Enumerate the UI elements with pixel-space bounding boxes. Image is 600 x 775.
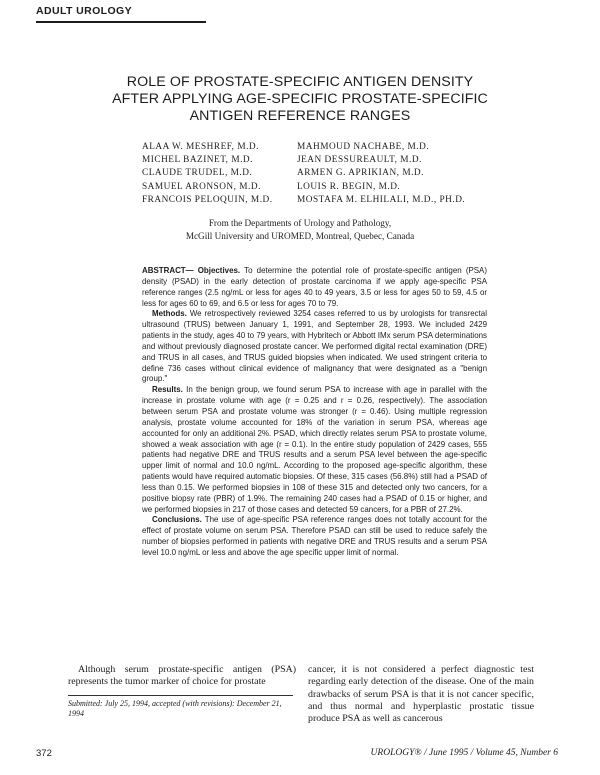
abstract-methods: [142, 309, 487, 385]
abstract-conclusions: [142, 515, 487, 558]
author: LOUIS R. BEGIN, M.D.: [297, 181, 401, 192]
body-column-right: [308, 664, 534, 725]
affiliation-line: McGill University and UROMED, Montreal, Quebec, Canada: [185, 230, 415, 241]
body-paragraph: Although serum prostate-specific antigen (PSA) represents the tumor marker of choice for prostate: [68, 664, 296, 688]
author: JEAN DESSUREAULT, M.D.: [297, 155, 422, 166]
title-line: AFTER APPLYING AGE-SPECIFIC PROSTATE-SPECIFIC: [112, 91, 488, 107]
title-line: ROLE OF PROSTATE-SPECIFIC ANTIGEN DENSITY: [126, 74, 474, 90]
abstract: [142, 266, 487, 559]
author: MAHMOUD NACHABE, M.D.: [297, 142, 430, 152]
body-column-left: [68, 664, 296, 689]
author: ALAA W. MESHREF, M.D.: [142, 142, 259, 152]
affiliation: [60, 217, 540, 242]
abstract-heading: ABSTRACT— Objectives.: [142, 266, 241, 275]
author: MICHEL BAZINET, M.D.: [142, 155, 253, 166]
author: ARMEN G. APRIKIAN, M.D.: [297, 168, 424, 179]
footnote-rule: [68, 695, 293, 696]
abstract-results-text: In the benign group, we found serum PSA to increase with age in parallel with the increase in prostate volume with age (r = 0.25 and r = 0.26, respectively). The association between serum PSA and prostate volume was stronger (r = 0.46). Using multiple regression analysis, prostate volume accounted for 18% of the variation in serum PSA, whereas age accounted for only an additional 2%. PSAD, which directly relates serum PSA to prostate volume, showed a weak association with age (r = 0.1). In the entire study population of 2429 cases, 555 patients had negative DRE and TRUS results and a serum PSA level between the age-specific upper limit of normal and 10.0 ng/mL. According to the proposed age-specific algorithm, these patients would have required automatic biopsies. Of these, 315 cases (56.8%) still had a PSAD of less than 0.15. We performed biopsies in 108 of these 315 and detected only two cancers, for a positive biopsy rate (PBR) of 1.9%. The remaining 240 cases had a PSAD of 0.15 or higher, and we performed biopsies in 217 of those cases and detected 59 cancers, for a PBR of 27.2%.: [142, 385, 487, 514]
authors-left: [142, 141, 307, 207]
section-label: ADULT UROLOGY: [36, 5, 132, 17]
header-rule: [36, 21, 206, 23]
conclusions-label: Conclusions.: [152, 515, 202, 525]
abstract-results: [142, 385, 487, 515]
abstract-objectives: [142, 266, 487, 309]
author: MOSTAFA M. ELHILALI, M.D., PH.D.: [297, 194, 466, 205]
body-paragraph: cancer, it is not considered a perfect diagnostic test regarding early detection of the disease. One of the main drawbacks of serum PSA is that it is not cancer specific, and thus normal and hyperplastic prostatic tissue produce PSA as well as cancerous: [308, 664, 534, 725]
results-label: Results.: [152, 385, 183, 395]
author: CLAUDE TRUDEL, M.D.: [142, 168, 253, 179]
submission-footnote: Submitted: July 25, 1994, accepted (with revisions): December 21, 1994: [68, 699, 282, 718]
page-number: 372: [36, 748, 52, 759]
title-line: ANTIGEN REFERENCE RANGES: [189, 108, 411, 124]
authors-right: [297, 141, 477, 207]
abstract-methods-text: We retrospectively reviewed 3254 cases referred to us by urologists for transrectal ultrasound (TRUS) between January 1, 1991, and September 28, 1993. We included 2429 patients in the study, ages 40 to 79 years, with Hybritech or Abbott IMx serum PSA determinations and without previously diagnosed prostate cancer. We performed digital rectal examination (DRE) and TRUS in all cases, and TRUS guided biopsies when indicated. We used stringent criteria to define 736 cases without clinical evidence of malignancy that were designated as a "benign group.": [142, 309, 487, 384]
journal-citation: UROLOGY® / June 1995 / Volume 45, Number 6: [370, 748, 558, 758]
methods-label: Methods.: [152, 309, 187, 319]
affiliation-line: From the Departments of Urology and Pathology,: [208, 218, 392, 228]
author: SAMUEL ARONSON, M.D.: [142, 181, 261, 192]
author: FRANCOIS PELOQUIN, M.D.: [142, 194, 273, 205]
abstract-conclusions-text: The use of age-specific PSA reference ranges does not totally account for the effect of prostate volume on serum PSA. Therefore PSAD can still be used to reduce safely the number of biopsies performed in patients with negative DRE and TRUS results and a serum PSA level 10.0 ng/mL or less and above the age specific upper limit of normal.: [142, 515, 487, 557]
article-title: [60, 74, 540, 125]
abstract-objectives-text: To determine the potential role of prostate-specific antigen (PSA) density (PSAD) in the early detection of prostate carcinoma if we apply age-specific PSA reference ranges (2.5 ng/mL or less for ages 40 to 49 years, 3.5 or less for ages 50 to 59, 4.5 or less for ages 60 to 69, and 6.5 or less for ages 70 to 79.: [142, 266, 487, 308]
